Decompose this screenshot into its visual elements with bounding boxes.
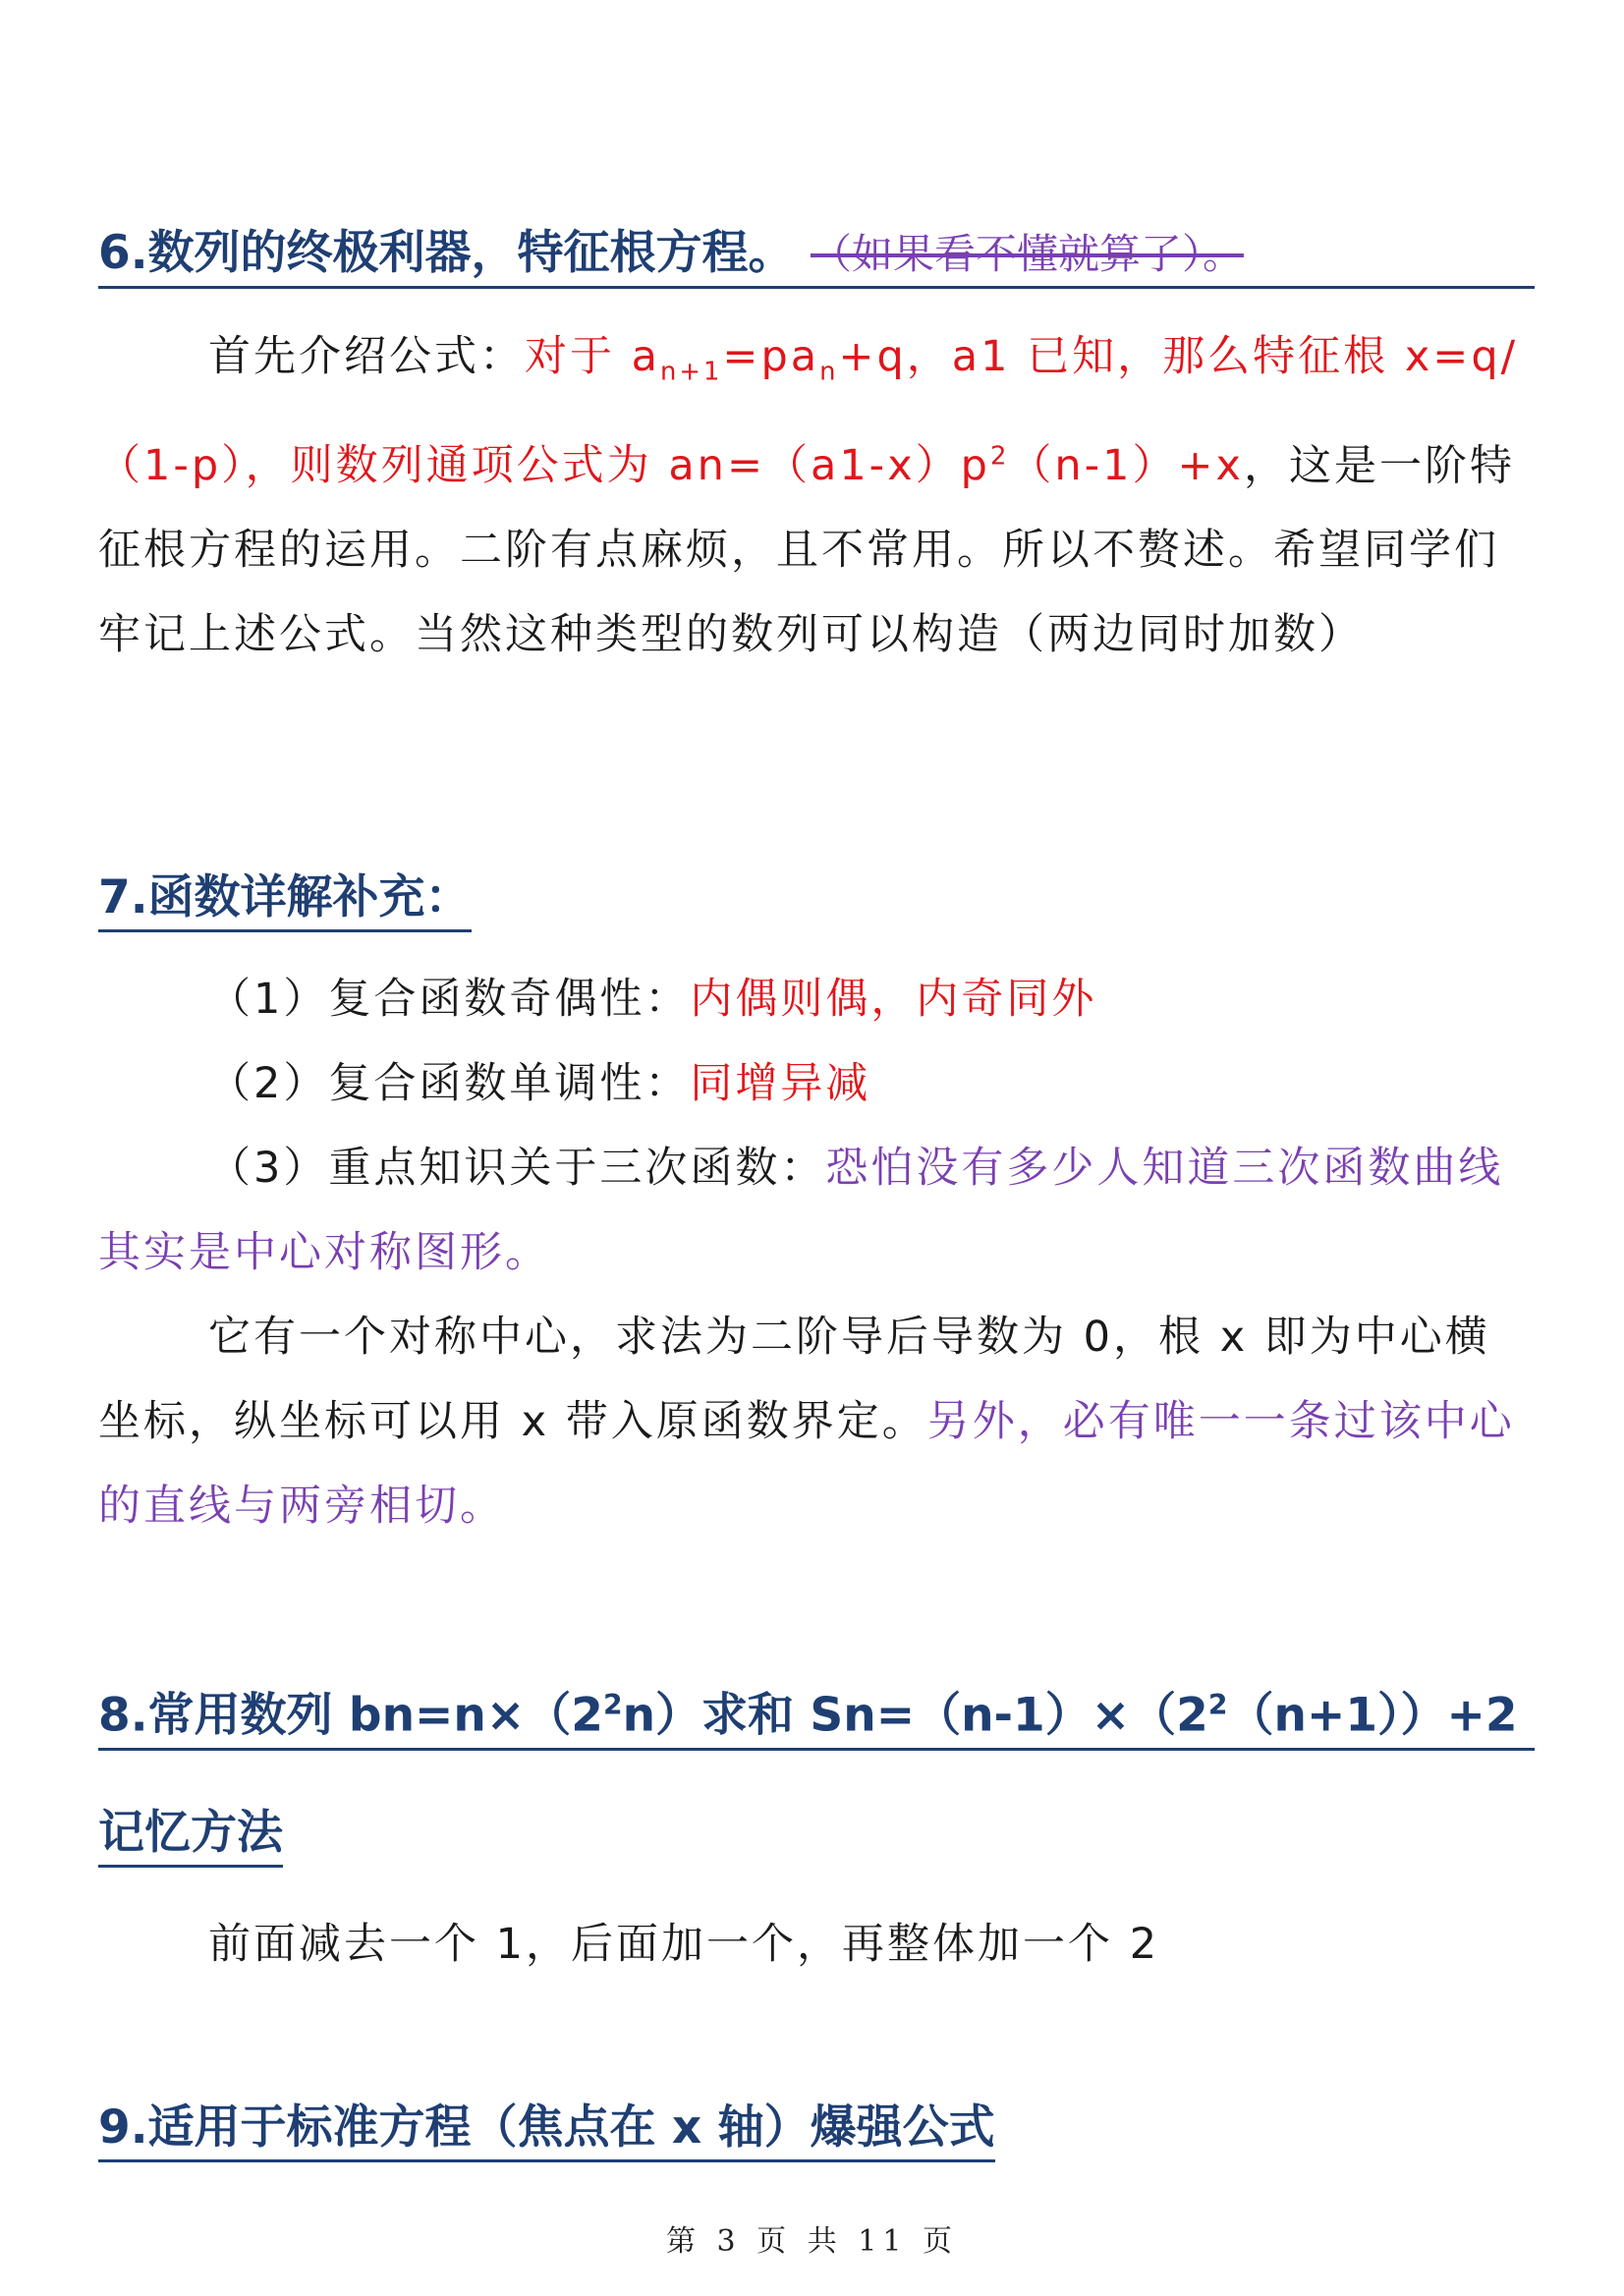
item-3-value: 恐怕没有多少人知道三次函数曲线其实是中心对称图形。	[98, 1144, 1504, 1277]
section-8-text: 前面减去一个 1，后面加一个，再整体加一个 2	[208, 1920, 1160, 1969]
section-6-paragraph	[98, 314, 1535, 677]
item-2-value: 同增异减	[690, 1059, 871, 1108]
page-footer: 第 3 页 共 11 页	[666, 2224, 958, 2259]
section-7-paragraph	[98, 1295, 1535, 1548]
section-6-heading	[98, 224, 1535, 289]
section-7-text: 它有一个对称中心，求法为二阶导后导数为 0，根 x 即为中心横坐标，纵坐标可以用 x 带入原函数界定。	[98, 1313, 1490, 1446]
section-6-intro: 首先介绍公式：	[208, 332, 525, 381]
section-7-item-2	[208, 1041, 1535, 1126]
section-9-heading: 9.适用于标准方程（焦点在 x 轴）爆强公式	[98, 2099, 995, 2162]
section-8-subheading: 记忆方法	[98, 1804, 283, 1868]
item-2-label: （2）复合函数单调性：	[208, 1059, 691, 1108]
section-7-item-3	[98, 1126, 1535, 1295]
item-1-label: （1）复合函数奇偶性：	[208, 975, 691, 1024]
section-6-strikethrough-note: （如果看不懂就算了）。	[810, 230, 1244, 278]
section-7-highlight: 另外，必有唯一一条过该中心的直线与两旁相切。	[98, 1397, 1515, 1531]
section-6-rest: ，这是一阶特征根方程的运用。二阶有点麻烦，且不常用。所以不赘述。希望同学们牢记上述公式。当然这种类型的数列可以构造（两边同时加数）	[98, 440, 1515, 659]
section-7-heading: 7.函数详解补充：	[98, 868, 472, 932]
section-6-title: 6.数列的终极利器，特征根方程。	[98, 226, 795, 280]
section-8-heading: 8.常用数列 $bn=n\times(2^2n)$求和 $Sn=(n-1)\times(2^2(n+1))+2$	[98, 1676, 1535, 1751]
item-1-value: 内偶则偶，内奇同外	[690, 975, 1097, 1024]
section-7-item-1	[208, 957, 1535, 1041]
section-6-formula: 对于 $a_{n+1}=pa_n+q$，a1 已知，那么特征根 x=q/（1-p），则数列通项公式为 $an=(a1-x)p^2(n-1)+x$	[98, 332, 1519, 490]
item-3-label: （3）重点知识关于三次函数：	[208, 1144, 826, 1193]
